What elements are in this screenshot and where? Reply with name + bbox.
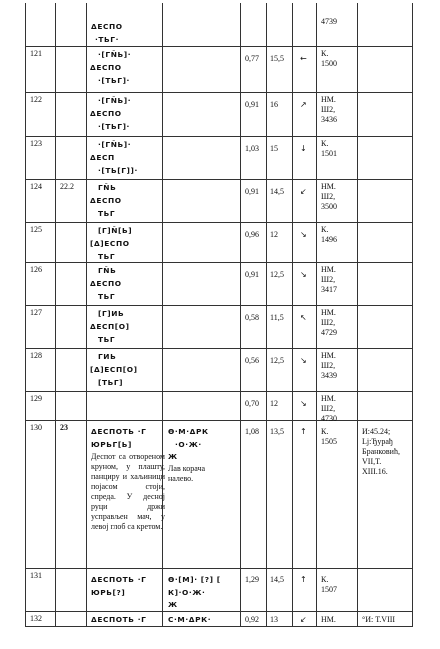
row-divider [25,136,413,137]
reference-text: НМ. [321,95,336,104]
row-subnumber: 23 [60,423,68,432]
inscription-line: [ТЬГ] [98,378,124,387]
row-subnumber: 22.2 [60,182,74,191]
obverse-inscription: ЮРЬ[?] [91,588,126,597]
row-number: 127 [30,308,42,317]
inscription-line: ΔΕСП [90,153,115,162]
reference-text: 4729 [321,328,337,337]
reference-text: НМ. [321,394,336,403]
reverse-description: Лав корача налево. [168,464,206,483]
table-border-left [25,3,26,626]
column-divider [266,3,267,626]
row-divider [25,348,413,349]
reference-text: НМ. [321,308,336,317]
reference-text: НМ. [321,351,336,360]
row-number: 122 [30,95,42,104]
inscription-line: ·[ГÑЬ]· [98,50,132,59]
diameter-value: 12 [270,230,278,239]
column-divider [292,3,293,626]
reference-text: 4730 [321,414,337,423]
reference-text: К. [321,575,329,584]
weight-value: 0,70 [245,399,259,408]
inscription-line: ТЬГ [98,292,116,301]
obverse-inscription: ΔΕСПОТЬ ·Г [91,575,147,584]
diameter-value: 15,5 [270,54,284,63]
reference-text: К. [321,49,329,58]
diameter-value: 12 [270,399,278,408]
inscription-line: ΔΕСПО [90,63,122,72]
reference-text: НМ. [321,182,336,191]
die-axis-arrow-icon: ↑ [300,427,307,436]
inscription-line: ·[ТЬГ]· [98,122,130,131]
row-divider [25,46,413,47]
reverse-inscription: С·М·ΔРК· [168,615,212,624]
obverse-inscription: ЮРЬГ[Ь] [91,440,133,449]
row-divider [25,222,413,223]
die-axis-arrow-icon: ↘ [300,399,307,408]
column-divider [162,3,163,626]
row-number: 125 [30,225,42,234]
note-text: XIII.16. [362,467,388,476]
inscription-line: ГÑЬ [98,266,117,275]
inscription-line: ΔΕСПО [91,22,123,31]
diameter-value: 13,5 [270,427,284,436]
row-number: 129 [30,394,42,403]
reference-text: Ш2, [321,275,336,284]
weight-value: 0,96 [245,230,259,239]
inscription-line: [Г]Ñ[Ь] [98,226,133,235]
inscription-line: ТЬГ [98,209,116,218]
obverse-inscription: ΔΕСПОТЬ ·Г [91,615,147,624]
note-text: °И: Т.VIII [362,615,396,624]
note-text: Бранковић, [362,447,400,456]
reverse-inscription: Ѳ·М·ΔРК [168,427,209,436]
column-divider [86,3,87,626]
diameter-value: 11,5 [270,313,284,322]
inscription-line: ΔΕСПО [90,279,122,288]
diameter-value: 13 [270,615,278,624]
row-divider [25,262,413,263]
inscription-line: [Δ]ΕСП[О] [90,365,138,374]
note-text: VII,Т. [362,457,382,466]
row-number: 124 [30,182,42,191]
column-divider [316,3,317,626]
die-axis-arrow-icon: ↘ [300,356,307,365]
reference-text: К. [321,427,329,436]
weight-value: 0,56 [245,356,259,365]
reference-text: 1507 [321,585,337,594]
diameter-value: 12,5 [270,356,284,365]
obverse-inscription: ΔΕСПОТЬ ·Г [91,427,147,436]
inscription-line: ТЬГ [98,252,116,261]
reverse-inscription: Ѳ·[М]· [?] [ [168,575,221,584]
row-divider [25,305,413,306]
weight-value: 0,77 [245,54,259,63]
inscription-line: ΔΕСПО [90,196,122,205]
row-divider [25,626,413,627]
die-axis-arrow-icon: ↑ [300,575,307,584]
inscription-line: ·ТЬГ· [95,35,119,44]
diameter-value: 15 [270,144,278,153]
reference-text: НМ. [321,265,336,274]
inscription-line: ·[ТЬГ]· [98,76,130,85]
note-text: Lj:Ђурађ [362,437,393,446]
reference-text: 1505 [321,437,337,446]
die-axis-arrow-icon: ↙ [300,615,307,624]
weight-value: 0,91 [245,270,259,279]
row-number: 132 [30,614,42,623]
reference-text: 4739 [321,17,337,26]
diameter-value: 12,5 [270,270,284,279]
die-axis-arrow-icon: ↙ [300,187,307,196]
weight-value: 1,29 [245,575,259,584]
inscription-line: ·[ТЬ[Г]]· [98,166,138,175]
inscription-line: ГИЬ [98,352,117,361]
die-axis-arrow-icon: ↘ [300,270,307,279]
row-number: 130 [30,423,42,432]
reference-text: 3417 [321,285,337,294]
die-axis-arrow-icon: ← [300,54,307,63]
die-axis-arrow-icon: ↗ [300,100,307,109]
row-number: 123 [30,139,42,148]
reference-text: 3439 [321,371,337,380]
die-axis-arrow-icon: ↘ [300,230,307,239]
reference-text: 1501 [321,149,337,158]
reference-text: Ш2, [321,404,336,413]
row-divider [25,568,413,569]
weight-value: 0,92 [245,615,259,624]
reference-text: 3436 [321,115,337,124]
reference-text: Ш2, [321,318,336,327]
inscription-line: [Δ]ΕСПО [90,239,130,248]
row-divider [25,611,413,612]
column-divider [240,3,241,626]
column-divider [357,3,358,626]
die-axis-arrow-icon: ↓ [300,144,307,153]
weight-value: 1,08 [245,427,259,436]
inscription-line: ·[ГÑЬ]· [98,96,132,105]
reference-text: К. [321,139,329,148]
weight-value: 0,58 [245,313,259,322]
reference-text: НМ. [321,615,336,624]
inscription-line: ТЬГ [98,335,116,344]
diameter-value: 16 [270,100,278,109]
reverse-inscription: ·О·Ж· [175,440,202,449]
reverse-inscription: Ж [168,452,178,461]
inscription-line: [Г]ИЬ [98,309,125,318]
row-divider [25,92,413,93]
reference-text: 1500 [321,59,337,68]
reference-text: Ш2, [321,105,336,114]
diameter-value: 14,5 [270,575,284,584]
weight-value: 1,03 [245,144,259,153]
row-number: 126 [30,265,42,274]
row-number: 128 [30,351,42,360]
weight-value: 0,91 [245,100,259,109]
row-divider [25,391,413,392]
inscription-line: ΔΕСП[О] [90,322,130,331]
weight-value: 0,91 [245,187,259,196]
inscription-line: ГÑЬ [98,183,117,192]
reference-text: К. [321,225,329,234]
reference-text: 1496 [321,235,337,244]
reference-text: Ш2, [321,361,336,370]
inscription-line: ΔΕСПО [90,109,122,118]
inscription-line: ·[ГÑЬ]· [98,140,132,149]
row-divider [25,420,413,421]
reverse-inscription: Ж [168,600,178,609]
table-border-right [412,3,413,626]
obverse-description: Деспот са отвореном круном, у плашту, панциру и хаљиници појасом стоји, спреда. У десној руци држи усправљен мач, у левој глоб са кретом. [91,452,165,531]
row-number: 131 [30,571,42,580]
note-text: И:45.24; [362,427,391,436]
column-divider [55,3,56,626]
row-number: 121 [30,49,42,58]
reference-text: Ш2, [321,192,336,201]
die-axis-arrow-icon: ↖ [300,313,307,322]
reference-text: 3500 [321,202,337,211]
diameter-value: 14,5 [270,187,284,196]
row-divider [25,179,413,180]
reverse-inscription: К]·О·Ж· [168,588,206,597]
